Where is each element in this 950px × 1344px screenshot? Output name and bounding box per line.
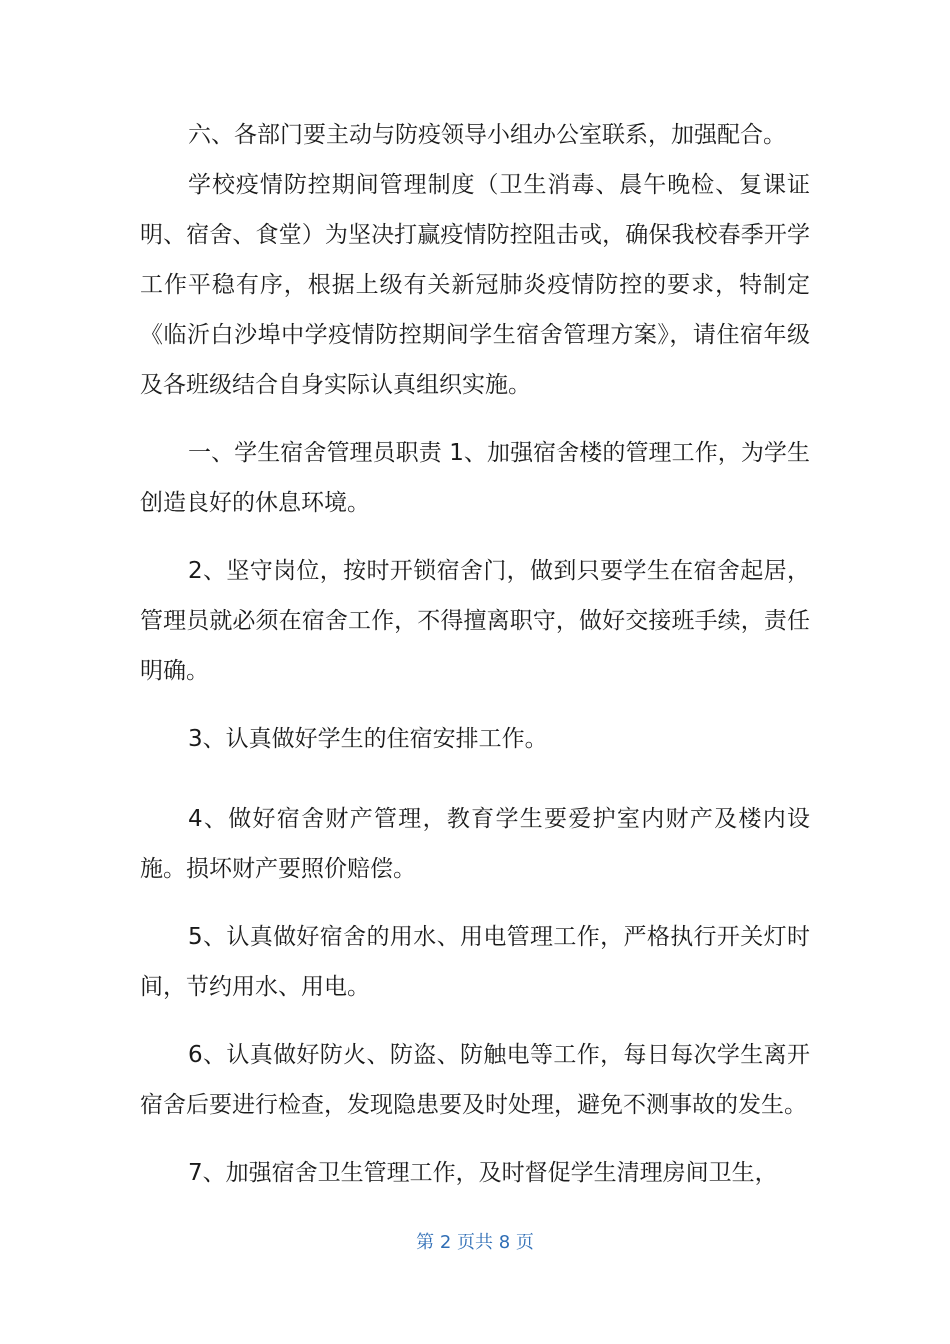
paragraph-item-5: 5、认真做好宿舍的用水、用电管理工作，严格执行开关灯时间，节约用水、用电。: [140, 924, 810, 1000]
paragraph-item-6: 6、认真做好防火、防盗、防触电等工作，每日每次学生离开宿舍后要进行检查，发现隐患要及时处理，避免不测事故的发生。: [140, 1042, 810, 1118]
paragraph-item-7: 7、加强宿舍卫生管理工作，及时督促学生清理房间卫生，: [188, 1160, 778, 1186]
paragraph-item-2: 2、坚守岗位，按时开锁宿舍门，做到只要学生在宿舍起居，管理员就必须在宿舍工作，不得擅离职守，做好交接班手续，责任明确。: [140, 558, 810, 684]
paragraph-intro: 学校疫情防控期间管理制度（卫生消毒、晨午晚检、复课证明、宿舍、食堂）为坚决打赢疫情防控阻击戓，确保我校春季开学工作平稳有序，根据上级有关新冠肺炎疫情防控的要求，特制定《临沂白沙埠中学疫情防控期间学生宿舍管理方案》，请住宿年级及各班级结合自身实际认真组织实施。: [140, 172, 810, 398]
paragraph-item-1: 一、学生宿舍管理员职责 1、加强宿舍楼的管理工作，为学生创造良好的休息环境。: [140, 440, 810, 516]
paragraph-item-3: 3、认真做好学生的住宿安排工作。: [188, 726, 548, 752]
page-number-footer: 第 2 页共 8 页: [416, 1232, 534, 1253]
document-body: [140, 110, 810, 1198]
paragraph-item-4: 4、做好宿舍财产管理，教育学生要爱护室内财产及楼内设施。损坏财产要照价赔偿。: [140, 806, 810, 882]
paragraph-section-six: 六、各部门要主动与防疫领导小组办公室联系，加强配合。: [188, 122, 786, 148]
